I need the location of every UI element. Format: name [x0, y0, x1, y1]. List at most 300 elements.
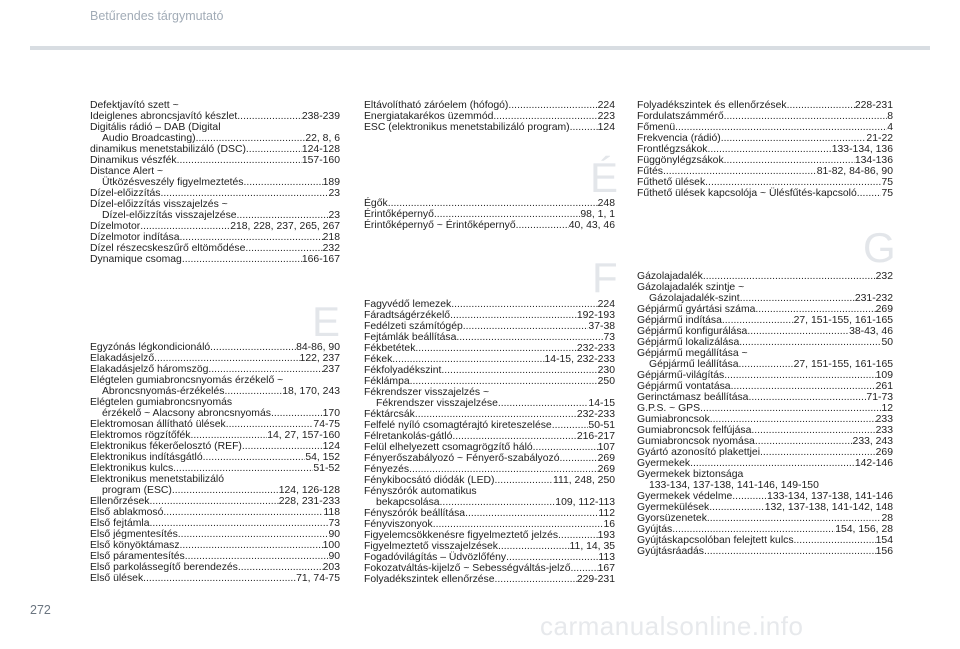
index-entry	[364, 563, 615, 574]
leader-dots	[441, 365, 597, 376]
page-reference: 8	[887, 111, 893, 122]
index-entry	[637, 282, 893, 304]
index-term: Első jégmentesítés	[90, 529, 178, 540]
index-term: Folyadékszintek ellenőrzése	[364, 574, 495, 585]
index-entry	[90, 342, 340, 353]
section-letter-e: E	[312, 298, 341, 345]
page-reference: 250	[597, 376, 615, 387]
index-entry	[90, 518, 340, 529]
page-reference: 124	[597, 122, 615, 133]
index-term: Fagyvédő lemezek	[364, 299, 452, 310]
index-term: Függönylégzsákok	[637, 155, 724, 166]
leader-dots	[190, 430, 267, 441]
index-term: Fejtámlák beállítása	[364, 332, 457, 343]
page-reference: 154, 156, 28	[835, 524, 893, 535]
page-reference: 224	[597, 100, 615, 111]
index-entry	[637, 513, 893, 524]
page-reference: 223	[597, 111, 615, 122]
index-term: Gépjármű lokalizálása	[637, 337, 740, 348]
leader-dots	[440, 497, 556, 508]
page-reference: 232	[322, 243, 340, 254]
page-reference: 109	[875, 370, 893, 381]
index-entry	[90, 573, 340, 584]
leader-dots	[415, 409, 577, 420]
index-term: Figyelemcsökkenésre figyelmeztető jelzés	[364, 530, 559, 541]
page-number: 272	[30, 603, 51, 617]
leader-dots	[552, 420, 589, 431]
index-term: Elakadásjelző	[90, 353, 155, 364]
index-entry	[637, 425, 893, 436]
index-term: bekapcsolása	[376, 497, 440, 508]
index-term: Fényezés	[364, 464, 410, 475]
index-entry	[637, 337, 893, 348]
index-entry	[364, 321, 615, 332]
section-letter-e-acute: É	[590, 154, 619, 201]
leader-dots	[208, 364, 322, 375]
index-term: Első könyöktámasz	[90, 540, 180, 551]
page-reference: 233	[875, 425, 893, 436]
index-entry	[364, 209, 615, 220]
page-reference: 118	[323, 507, 340, 518]
page-reference: 224	[597, 299, 615, 310]
leader-dots	[465, 508, 598, 519]
index-term: Fáradtságérzékelő	[364, 310, 451, 321]
index-entry	[364, 442, 615, 453]
index-entry	[364, 354, 615, 365]
page-reference: 124	[322, 441, 340, 452]
page-reference: 18, 170, 243	[282, 386, 340, 397]
index-column-2	[364, 100, 615, 133]
index-term: Gyorsüzenetek	[637, 513, 707, 524]
index-entry	[90, 540, 340, 551]
index-entry	[637, 370, 893, 381]
index-entry	[364, 198, 615, 209]
page-reference: 124-128	[301, 144, 340, 155]
index-entry	[637, 469, 893, 491]
index-term: Elektronikus indításgátló	[90, 452, 203, 463]
index-entry	[364, 299, 615, 310]
page-reference: 23	[328, 188, 340, 199]
index-entry	[364, 464, 615, 475]
index-entry	[90, 188, 340, 199]
leader-dots	[452, 431, 576, 442]
leader-dots	[709, 502, 765, 513]
index-entry	[90, 529, 340, 540]
index-entry	[637, 524, 893, 535]
index-term: Fékrendszer visszajelzés ~	[364, 387, 490, 398]
index-term: Frontlégzsákok	[637, 144, 708, 155]
index-entry	[637, 491, 893, 502]
leader-dots	[226, 419, 314, 430]
index-entry	[90, 430, 340, 441]
index-entry	[90, 100, 340, 111]
leader-dots	[185, 551, 329, 562]
index-term: Gépjármű megállítása ~	[637, 348, 748, 359]
page-reference: 133-134, 136	[831, 144, 893, 155]
page-reference: 156	[875, 546, 893, 557]
index-term: Fénykibocsátó diódák (LED)	[364, 475, 495, 486]
leader-dots	[516, 220, 569, 231]
leader-dots	[700, 403, 881, 414]
page-reference: 218	[322, 232, 340, 243]
page-reference: 107	[597, 442, 615, 453]
index-term: Fedélzeti számítógép	[364, 321, 463, 332]
index-entry	[637, 458, 893, 469]
leader-dots	[203, 452, 306, 463]
index-term: Fűthető ülések	[637, 177, 706, 188]
index-term: Fűthető ülések kapcsolója ~ Ülésfűtés-kapcsoló	[637, 188, 857, 199]
index-term: dinamikus menetstabilizáló (DSC)	[90, 144, 246, 155]
leader-dots	[463, 321, 589, 332]
index-entry	[364, 310, 615, 321]
index-term: Fényviszonyok	[364, 519, 433, 530]
leader-dots	[388, 198, 598, 209]
index-term: Fékek	[364, 354, 393, 365]
index-entry	[364, 530, 615, 541]
watermark: carmanualsonline.info	[540, 611, 804, 641]
leader-dots	[163, 507, 323, 518]
leader-dots	[160, 188, 328, 199]
page-reference: 111, 248, 250	[552, 475, 615, 486]
leader-dots	[751, 425, 875, 436]
index-term: Fogadóvilágítás – Üdvözlőfény	[364, 552, 507, 563]
page-reference: 231-232	[854, 293, 893, 304]
index-entry	[364, 387, 615, 409]
page-reference: 142-146	[854, 458, 893, 469]
index-entry	[364, 100, 615, 111]
index-term: Dízel-előizzítás visszajelzése	[102, 210, 237, 221]
index-term: Gumiabroncsok	[637, 414, 710, 425]
leader-dots	[237, 210, 329, 221]
page-reference: 113	[598, 552, 615, 563]
page-reference: 12	[881, 403, 893, 414]
index-column-1-e-section	[90, 342, 340, 584]
index-entry	[90, 199, 340, 221]
page-reference: 133-134, 137-138, 141-146	[767, 491, 893, 502]
index-entry	[364, 343, 615, 354]
page-reference: 98, 1, 1	[580, 209, 615, 220]
index-entry	[90, 144, 340, 155]
leader-dots	[740, 293, 855, 304]
page-reference: 54, 152	[305, 452, 340, 463]
index-term: Felül elhelyezett csomagrögzítő háló	[364, 442, 533, 453]
leader-dots	[755, 304, 875, 315]
index-entry	[637, 155, 893, 166]
leader-dots	[724, 111, 888, 122]
page-reference: 122, 237	[299, 353, 340, 364]
index-term: Fényszórók automatikus	[364, 486, 477, 497]
leader-dots	[707, 144, 831, 155]
leader-dots	[242, 441, 323, 452]
index-term: Dízelmotor indítása	[90, 232, 180, 243]
index-term: Felfelé nyíló csomagtérajtó kireteszelése	[364, 420, 552, 431]
page-reference: 233, 243	[852, 436, 893, 447]
index-term: Gázolajadalék-szint	[649, 293, 740, 304]
index-entry	[364, 453, 615, 464]
leader-dots	[451, 299, 597, 310]
index-term: Fényerőszabályozó ~ Fényerő-szabályozó	[364, 453, 560, 464]
page-reference: 269	[597, 464, 615, 475]
page-reference: 170	[322, 408, 340, 419]
leader-dots	[710, 414, 876, 425]
index-term: Elektronikus fékerőelosztó (REF)	[90, 441, 242, 452]
index-term: Gumiabroncsok nyomása	[637, 436, 755, 447]
index-term: Abroncsnyomás-érzékelés	[102, 386, 225, 397]
page-reference: 22, 8, 6	[305, 133, 340, 144]
index-term: Első ablakmosó	[90, 507, 164, 518]
index-term: Gumiabroncsok felfújása	[637, 425, 752, 436]
index-entry	[90, 474, 340, 496]
page-reference: 16	[603, 519, 615, 530]
page-reference: 38-43, 46	[849, 326, 893, 337]
leader-dots	[760, 447, 876, 458]
index-term: Félretankolás-gátló	[364, 431, 453, 442]
leader-dots	[392, 354, 544, 365]
page-reference: 269	[875, 304, 893, 315]
page-reference: 71-73	[866, 392, 893, 403]
index-term: Elektronikus kulcs	[90, 463, 174, 474]
index-term: Distance Alert ~	[90, 166, 164, 177]
leader-dots	[560, 453, 598, 464]
leader-dots	[724, 370, 875, 381]
leader-dots	[533, 442, 598, 453]
index-term: Elektronikus menetstabilizáló	[90, 474, 224, 485]
index-term: Dízelmotor	[90, 221, 141, 232]
index-term: program (ESC)	[102, 485, 172, 496]
page-reference: 81-82, 84-86, 90	[816, 166, 893, 177]
page-reference: 232	[875, 271, 893, 282]
page-reference: 14-15	[588, 398, 615, 409]
leader-dots	[410, 376, 598, 387]
index-entry	[90, 551, 340, 562]
index-term: 133-134, 137-138, 141-146, 149-150	[649, 480, 819, 491]
index-term: Gyermekek	[637, 458, 691, 469]
page-reference: 189	[322, 177, 340, 188]
page-reference: 75	[881, 188, 893, 199]
index-entry	[90, 507, 340, 518]
index-term: Digitális rádió – DAB (Digital	[90, 122, 221, 133]
page-reference: 90	[328, 551, 340, 562]
page-reference: 74-75	[313, 419, 340, 430]
index-entry	[364, 409, 615, 420]
index-entry	[364, 541, 615, 552]
header-rule-right	[478, 46, 930, 50]
index-term: Elégtelen gumiabroncsnyomás érzékelő ~	[90, 375, 284, 386]
page-header-title: Betűrendes tárgymutató	[90, 9, 224, 23]
leader-dots	[731, 381, 876, 392]
index-entry	[90, 232, 340, 243]
index-term: G.P.S. ~ GPS	[637, 403, 701, 414]
index-entry	[90, 452, 340, 463]
index-entry	[637, 133, 893, 144]
page-reference: 248	[597, 198, 615, 209]
page-reference: 192-193	[576, 310, 615, 321]
leader-dots	[149, 518, 328, 529]
page-reference: 40, 43, 46	[568, 220, 615, 231]
index-entry	[637, 166, 893, 177]
leader-dots	[180, 540, 323, 551]
leader-dots	[755, 436, 853, 447]
leader-dots	[493, 111, 597, 122]
leader-dots	[705, 177, 881, 188]
page-reference: 75	[881, 177, 893, 188]
leader-dots	[558, 530, 598, 541]
index-entry	[364, 220, 615, 231]
index-entry	[637, 535, 893, 546]
leader-dots	[794, 535, 876, 546]
page-reference: 216-217	[576, 431, 615, 442]
index-term: Gázolajadalék	[637, 271, 703, 282]
index-term: Fűtés	[637, 166, 663, 177]
index-entry	[90, 122, 340, 144]
leader-dots	[703, 271, 876, 282]
page-reference: 11, 14, 35	[569, 541, 615, 552]
index-entry	[90, 496, 340, 507]
index-entry	[90, 463, 340, 474]
index-entry	[364, 122, 615, 133]
index-term: Dízel-előizzítás visszajelzés ~	[90, 199, 228, 210]
section-letter-f: F	[592, 254, 618, 301]
index-entry	[637, 188, 893, 199]
index-entry	[90, 375, 340, 397]
page-reference: 90	[328, 529, 340, 540]
index-entry	[637, 436, 893, 447]
page-reference: 4	[887, 122, 893, 133]
leader-dots	[196, 133, 306, 144]
index-term: Első ülések	[90, 573, 144, 584]
index-term: Gépjármű vontatása	[637, 381, 731, 392]
leader-dots	[245, 243, 322, 254]
page-reference: 73	[328, 518, 340, 529]
index-entry	[364, 574, 615, 585]
page-reference: 21-22	[866, 133, 893, 144]
leader-dots	[747, 326, 849, 337]
page-reference: 27, 151-155, 161-165	[793, 359, 893, 370]
leader-dots	[173, 463, 313, 474]
index-term: Figyelmeztető visszajelzések	[364, 541, 498, 552]
leader-dots	[739, 359, 794, 370]
page-reference: 230	[597, 365, 615, 376]
leader-dots	[271, 408, 323, 419]
leader-dots	[787, 100, 855, 111]
index-entry	[637, 315, 893, 326]
index-term: Folyadékszintek és ellenőrzések	[637, 100, 787, 111]
index-term: Gépjármű leállítása	[649, 359, 739, 370]
index-entry	[637, 414, 893, 425]
index-column-3-g-section	[637, 271, 893, 557]
index-term: Gyújtáskapcsolóban felejtett kulcs	[637, 535, 794, 546]
leader-dots	[570, 122, 598, 133]
leader-dots	[508, 100, 597, 111]
index-term: ESC (elektronikus menetstabilizáló program)	[364, 122, 570, 133]
index-term: Érintőképernyő ~ Érintőképernyő	[364, 220, 516, 231]
leader-dots	[140, 221, 230, 232]
index-entry	[637, 177, 893, 188]
leader-dots	[154, 353, 299, 364]
index-term: Fékbetétek	[364, 343, 416, 354]
page-reference: 14-15, 232-233	[544, 354, 615, 365]
leader-dots	[237, 111, 302, 122]
page-reference: 238-239	[301, 111, 340, 122]
index-entry	[90, 221, 340, 232]
index-entry	[90, 441, 340, 452]
index-column-3	[637, 100, 893, 199]
page-reference: 100	[322, 540, 340, 551]
index-entry	[637, 502, 893, 513]
index-term: Féktárcsák	[364, 409, 415, 420]
index-term: Fordulatszámmérő	[637, 111, 724, 122]
index-term: Gépjármű-világítás	[637, 370, 725, 381]
leader-dots	[433, 519, 604, 530]
index-term: Dinamikus vészfék	[90, 155, 177, 166]
leader-dots	[180, 232, 323, 243]
index-term: Gépjármű konfigurálása	[637, 326, 748, 337]
leader-dots	[663, 166, 817, 177]
leader-dots	[172, 485, 279, 496]
index-entry	[637, 122, 893, 133]
leader-dots	[721, 133, 867, 144]
leader-dots	[739, 337, 881, 348]
index-entry	[90, 562, 340, 573]
leader-dots	[707, 513, 882, 524]
page-reference: 167	[597, 563, 615, 574]
index-term: Frekvencia (rádió)	[637, 133, 721, 144]
page-reference: 109, 112-113	[555, 497, 615, 508]
index-entry	[637, 144, 893, 155]
index-term: Első parkolássegítő berendezés	[90, 562, 238, 573]
index-term: Gépjármű indítása	[637, 315, 722, 326]
index-term: Elektromosan állítható ülések	[90, 419, 226, 430]
section-letter-g: G	[863, 224, 896, 271]
index-term: Gázolajadalék szintje ~	[637, 282, 745, 293]
leader-dots	[178, 529, 329, 540]
index-entry	[364, 519, 615, 530]
index-term: Gyártó azonosító plakettjei	[637, 447, 761, 458]
index-term: Egyzónás légkondicionáló	[90, 342, 211, 353]
index-entry	[637, 392, 893, 403]
page-reference: 134-136	[854, 155, 893, 166]
page-reference: 28	[881, 513, 893, 524]
leader-dots	[704, 546, 876, 557]
index-entry	[637, 381, 893, 392]
index-entry	[637, 348, 893, 370]
index-entry	[364, 332, 615, 343]
index-entry	[637, 271, 893, 282]
page-reference: 132, 137-138, 141-142, 148	[764, 502, 893, 513]
page-reference: 73	[603, 332, 615, 343]
index-column-2-e-acute-section	[364, 198, 615, 231]
index-entry	[364, 365, 615, 376]
page-reference: 229-231	[576, 574, 615, 585]
index-term: Fokozatváltás-kijelző ~ Sebességváltás-jelző	[364, 563, 571, 574]
page-reference: 37-38	[588, 321, 615, 332]
index-term: Fényszórók beállítása	[364, 508, 466, 519]
leader-dots	[177, 155, 302, 166]
index-entry	[637, 403, 893, 414]
leader-dots	[857, 188, 882, 199]
index-column-2-f-section	[364, 299, 615, 585]
leader-dots	[143, 573, 296, 584]
index-entry	[637, 326, 893, 337]
index-term: Első páramentesítés	[90, 551, 185, 562]
index-term: Energiatakarékos üzemmód	[364, 111, 494, 122]
leader-dots	[498, 398, 589, 409]
index-term: Érintőképernyő	[364, 209, 434, 220]
leader-dots	[210, 342, 296, 353]
page-reference: 193	[597, 530, 615, 541]
page-reference: 269	[875, 447, 893, 458]
index-term: Gépjármű gyártási száma	[637, 304, 756, 315]
